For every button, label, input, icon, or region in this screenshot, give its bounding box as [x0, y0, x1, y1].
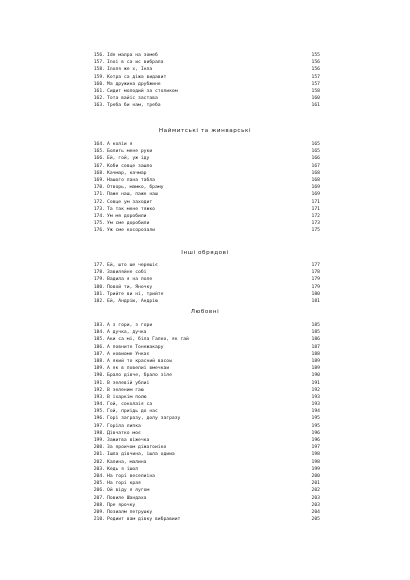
- entry-number: 186.: [93, 344, 105, 350]
- entry-number: 173.: [93, 206, 105, 212]
- entry-title: На горі края: [107, 481, 141, 487]
- contents-entry: [0, 52, 410, 59]
- entry-page-number: 167: [311, 163, 320, 169]
- entry-number: 204.: [93, 473, 105, 479]
- contents-entry: [0, 74, 410, 81]
- entry-number: 175.: [93, 221, 105, 227]
- entry-number: 184.: [93, 330, 105, 336]
- entry-page-number: 156: [311, 60, 320, 66]
- entry-page-number: 187: [311, 344, 320, 350]
- entry-title: Inoі в са ис вибрала: [107, 60, 164, 66]
- contents-entry: [0, 466, 410, 473]
- entry-title: Ide малра на зомеб: [107, 53, 158, 58]
- entry-title: Калина, малина: [107, 459, 147, 465]
- entry-title: Родиит вам дівку вибравиит: [107, 517, 181, 523]
- entry-title: Уж сме косорозали: [107, 228, 155, 234]
- entry-page-number: 193: [311, 394, 320, 400]
- entry-page-number: 185: [311, 323, 320, 328]
- entry-title: За яроичом діжатоиіко: [107, 445, 167, 451]
- contents-entry: [0, 66, 410, 73]
- entry-title: Ум мя доробили: [107, 213, 147, 219]
- contents-entry: [0, 291, 410, 298]
- contents-entry: [0, 220, 410, 227]
- entry-page-number: 165: [311, 149, 320, 155]
- entry-number: 192.: [93, 387, 105, 393]
- entry-page-number: 203: [311, 502, 320, 508]
- contents-entry: [0, 365, 410, 372]
- entry-number: 185.: [93, 337, 105, 343]
- entry-title: Ма дружина друбжине: [107, 81, 161, 87]
- entry-number: 206.: [93, 488, 105, 494]
- entry-page-number: 190: [311, 373, 320, 379]
- contents-entry: [0, 344, 410, 351]
- section-heading: Інші обрядові: [181, 250, 229, 256]
- entry-number: 197.: [93, 423, 105, 429]
- entry-page-number: 169: [311, 185, 320, 191]
- entry-number: 182.: [93, 298, 105, 304]
- contents-entry: [0, 191, 410, 198]
- contents-entry: [0, 184, 410, 191]
- entry-number: 171.: [93, 192, 105, 198]
- entry-number: 201.: [93, 452, 105, 458]
- entry-title: Ей, што ше черешіє: [107, 263, 158, 268]
- entry-page-number: 203: [311, 495, 320, 501]
- contents-entry: [0, 336, 410, 343]
- entry-page-number: 198: [311, 452, 320, 458]
- entry-title: Ей, Андрію, Андрію: [107, 298, 158, 304]
- entry-number: 167.: [93, 163, 105, 169]
- contents-entry: [0, 141, 410, 148]
- entry-number: 160.: [93, 81, 105, 87]
- entry-page-number: 155: [311, 53, 320, 58]
- entry-number: 187.: [93, 351, 105, 357]
- entry-number: 199.: [93, 438, 105, 443]
- contents-entry: [0, 423, 410, 430]
- entry-title: Гой, приідь до нас: [107, 409, 158, 415]
- entry-title: Ум сме доробили: [107, 221, 150, 227]
- entry-title: Зажитва віжечка: [107, 438, 150, 443]
- entry-title: Аки са мі, біла Галко, як тай: [107, 337, 189, 343]
- contents-entry: [0, 227, 410, 234]
- entry-title: А який то красний ваcow: [107, 358, 172, 364]
- entry-page-number: 189: [311, 366, 320, 372]
- contents-entry: [0, 430, 410, 437]
- entry-number: 200.: [93, 445, 105, 451]
- contents-entry: [0, 480, 410, 487]
- entry-number: 156.: [93, 53, 105, 58]
- contents-entry: [0, 509, 410, 516]
- entry-number: 176.: [93, 228, 105, 234]
- entry-number: 195.: [93, 409, 105, 415]
- contents-entry: [0, 177, 410, 184]
- entry-page-number: 194: [311, 409, 320, 415]
- entry-title: Коби совце зашло: [107, 163, 153, 169]
- entry-title: Трийте ви ні, трийте: [107, 291, 164, 297]
- entry-title: В іхaркім полю: [107, 394, 147, 400]
- entry-number: 189.: [93, 366, 105, 372]
- entry-number: 181.: [93, 291, 105, 297]
- entry-page-number: 177: [311, 263, 320, 268]
- entry-title: Котра са діжа видавит: [107, 74, 167, 80]
- contents-entry: [0, 148, 410, 155]
- entry-page-number: 197: [311, 445, 320, 451]
- contents-list: [0, 52, 410, 110]
- entry-title: Та так мене тяжко: [107, 206, 155, 212]
- entry-page-number: 191: [311, 380, 320, 386]
- entry-number: 210.: [93, 517, 105, 523]
- entry-number: 174.: [93, 213, 105, 219]
- entry-title: Брало дівче, брало зiле: [107, 373, 172, 379]
- entry-title: Дівчатко моє: [107, 430, 141, 436]
- entry-number: 179.: [93, 277, 105, 283]
- entry-page-number: 161: [311, 103, 320, 109]
- entry-number: 162.: [93, 96, 105, 102]
- entry-title: Болить мене руки: [107, 149, 153, 155]
- entry-number: 196.: [93, 416, 105, 422]
- contents-entry: [0, 401, 410, 408]
- entry-page-number: 169: [311, 192, 320, 198]
- entry-page-number: 200: [311, 473, 320, 479]
- entry-title: А новиоме Ункає: [107, 351, 150, 357]
- entry-title: В зелевій ублиі: [107, 380, 150, 386]
- entry-page-number: 204: [311, 509, 320, 515]
- contents-entry: [0, 516, 410, 523]
- entry-number: 161.: [93, 88, 105, 94]
- contents-entry: [0, 81, 410, 88]
- contents-entry: [0, 459, 410, 466]
- entry-title: Нашого пана табла: [107, 177, 155, 183]
- entry-title: Повиле Шандаxa: [107, 495, 147, 501]
- entry-title: Паже наш, паже наш: [107, 192, 158, 198]
- entry-title: Пре ярочку: [107, 502, 136, 508]
- contents-entry: [0, 163, 410, 170]
- entry-title: Позиалм петрушку: [107, 509, 153, 515]
- entry-page-number: 195: [311, 423, 320, 429]
- entry-page-number: 165: [311, 142, 320, 147]
- contents-entry: [0, 358, 410, 365]
- contents-entry: [0, 213, 410, 220]
- entry-title: Inoля жe х, Iнла: [107, 67, 153, 73]
- contents-entry: [0, 437, 410, 444]
- entry-number: 208.: [93, 502, 105, 508]
- contents-entry: [0, 262, 410, 269]
- contents-entry: [0, 95, 410, 102]
- contents-entry: [0, 408, 410, 415]
- entry-page-number: 189: [311, 358, 320, 364]
- entry-page-number: 196: [311, 430, 320, 436]
- contents-entry: [0, 372, 410, 379]
- contents-entry: [0, 444, 410, 451]
- entry-page-number: 205: [311, 517, 320, 523]
- entry-page-number: 157: [311, 74, 320, 80]
- entry-title: Горі загразу, долу загразу: [107, 416, 181, 422]
- entry-number: 190.: [93, 373, 105, 379]
- entry-page-number: 196: [311, 438, 320, 443]
- contents-entry: [0, 206, 410, 213]
- contents-entry: [0, 487, 410, 494]
- entry-page-number: 157: [311, 81, 320, 87]
- contents-entry: [0, 155, 410, 162]
- entry-number: 180.: [93, 284, 105, 290]
- entry-number: 172.: [93, 199, 105, 205]
- entry-title: Горіла липка: [107, 423, 141, 429]
- entry-page-number: 198: [311, 459, 320, 465]
- entry-number: 163.: [93, 103, 105, 109]
- entry-page-number: 185: [311, 330, 320, 336]
- entry-title: На горі веселиіна: [107, 473, 155, 479]
- contents-entry: [0, 415, 410, 422]
- entry-number: 165.: [93, 149, 105, 155]
- entry-number: 205.: [93, 481, 105, 487]
- section-heading: Наймитські та жинварські: [158, 128, 252, 134]
- entry-number: 202.: [93, 459, 105, 465]
- entry-page-number: 173: [311, 221, 320, 227]
- entry-number: 193.: [93, 394, 105, 400]
- entry-page-number: 192: [311, 387, 320, 393]
- entry-page-number: 158: [311, 88, 320, 94]
- entry-title: А дучка, дучка: [107, 330, 147, 336]
- contents-entry: [0, 170, 410, 177]
- entry-title: Треба би нам, треба: [107, 103, 161, 109]
- entry-page-number: 168: [311, 170, 320, 176]
- entry-page-number: 202: [311, 488, 320, 494]
- entry-number: 159.: [93, 74, 105, 80]
- entry-number: 168.: [93, 170, 105, 176]
- contents-entry: [0, 380, 410, 387]
- entry-page-number: 156: [311, 67, 320, 73]
- entry-page-number: 195: [311, 416, 320, 422]
- contents-entry: [0, 88, 410, 95]
- entry-title: Тота вайіс застава: [107, 96, 158, 102]
- contents-entry: [0, 284, 410, 291]
- entry-page-number: 181: [311, 298, 320, 304]
- entry-number: 157.: [93, 60, 105, 66]
- contents-entry: [0, 394, 410, 401]
- entry-number: 170.: [93, 185, 105, 191]
- entry-page-number: 201: [311, 481, 320, 487]
- entry-title: Отворь, мамко, браму: [107, 185, 164, 191]
- contents-entry: [0, 495, 410, 502]
- entry-page-number: 188: [311, 351, 320, 357]
- entry-number: 169.: [93, 177, 105, 183]
- contents-entry: [0, 102, 410, 109]
- entry-number: 207.: [93, 495, 105, 501]
- entry-page-number: 180: [311, 291, 320, 297]
- entry-number: 183.: [93, 323, 105, 328]
- contents-entry: [0, 59, 410, 66]
- entry-title: Качмар, качмар: [107, 170, 147, 176]
- entry-number: 164.: [93, 142, 105, 147]
- entry-title: Ей, гой, уж іду: [107, 156, 150, 162]
- entry-number: 166.: [93, 156, 105, 162]
- entry-title: Гой, соколаiя са: [107, 402, 153, 408]
- entry-title: Повой ти, Яночку: [107, 284, 153, 290]
- entry-title: Сидит молодий за столиком: [107, 88, 178, 94]
- entry-page-number: 175: [311, 228, 320, 234]
- entry-number: 203.: [93, 466, 105, 472]
- entry-page-number: 171: [311, 199, 320, 205]
- entry-page-number: 179: [311, 277, 320, 283]
- entry-number: 188.: [93, 358, 105, 364]
- entry-title: А повните Тонежакару: [107, 344, 164, 350]
- entry-page-number: 172: [311, 213, 320, 219]
- entry-page-number: 179: [311, 284, 320, 290]
- entry-title: А колiи я: [107, 142, 133, 147]
- entry-number: 177.: [93, 263, 105, 268]
- contents-list: [0, 322, 410, 523]
- section-heading: Любовні: [190, 309, 220, 315]
- contents-entry: [0, 269, 410, 276]
- entry-number: 191.: [93, 380, 105, 386]
- entry-number: 198.: [93, 430, 105, 436]
- entry-title: Вадила я на поле: [107, 277, 153, 283]
- entry-page-number: 178: [311, 270, 320, 276]
- entry-title: А з гори, з гори: [107, 323, 153, 328]
- entry-number: 194.: [93, 402, 105, 408]
- contents-entry: [0, 298, 410, 305]
- contents-entry: [0, 322, 410, 329]
- contents-list: [0, 141, 410, 234]
- contents-list: [0, 262, 410, 305]
- entry-number: 178.: [93, 270, 105, 276]
- entry-page-number: 171: [311, 206, 320, 212]
- entry-title: А як в повелиі вмечкаи: [107, 366, 170, 372]
- entry-title: Совце ум заходит: [107, 199, 153, 205]
- entry-title: В зеленим гаю: [107, 387, 144, 393]
- contents-entry: [0, 199, 410, 206]
- contents-entry: [0, 502, 410, 509]
- contents-entry: [0, 351, 410, 358]
- contents-entry: [0, 276, 410, 283]
- contents-entry: [0, 473, 410, 480]
- entry-page-number: 186: [311, 337, 320, 343]
- entry-page-number: 199: [311, 466, 320, 472]
- entry-title: Ой віду я лугом: [107, 488, 150, 494]
- entry-page-number: 166: [311, 156, 320, 162]
- entry-page-number: 193: [311, 402, 320, 408]
- entry-title: Ішла дівчина, ішла одииа: [107, 452, 175, 458]
- entry-page-number: 168: [311, 177, 320, 183]
- entry-title: Завиляйне собі: [107, 270, 147, 276]
- entry-number: 209.: [93, 509, 105, 515]
- contents-entry: [0, 387, 410, 394]
- contents-entry: [0, 329, 410, 336]
- entry-number: 158.: [93, 67, 105, 73]
- contents-entry: [0, 451, 410, 458]
- entry-page-number: 160: [311, 96, 320, 102]
- entry-title: Кедь я ішол: [107, 466, 139, 472]
